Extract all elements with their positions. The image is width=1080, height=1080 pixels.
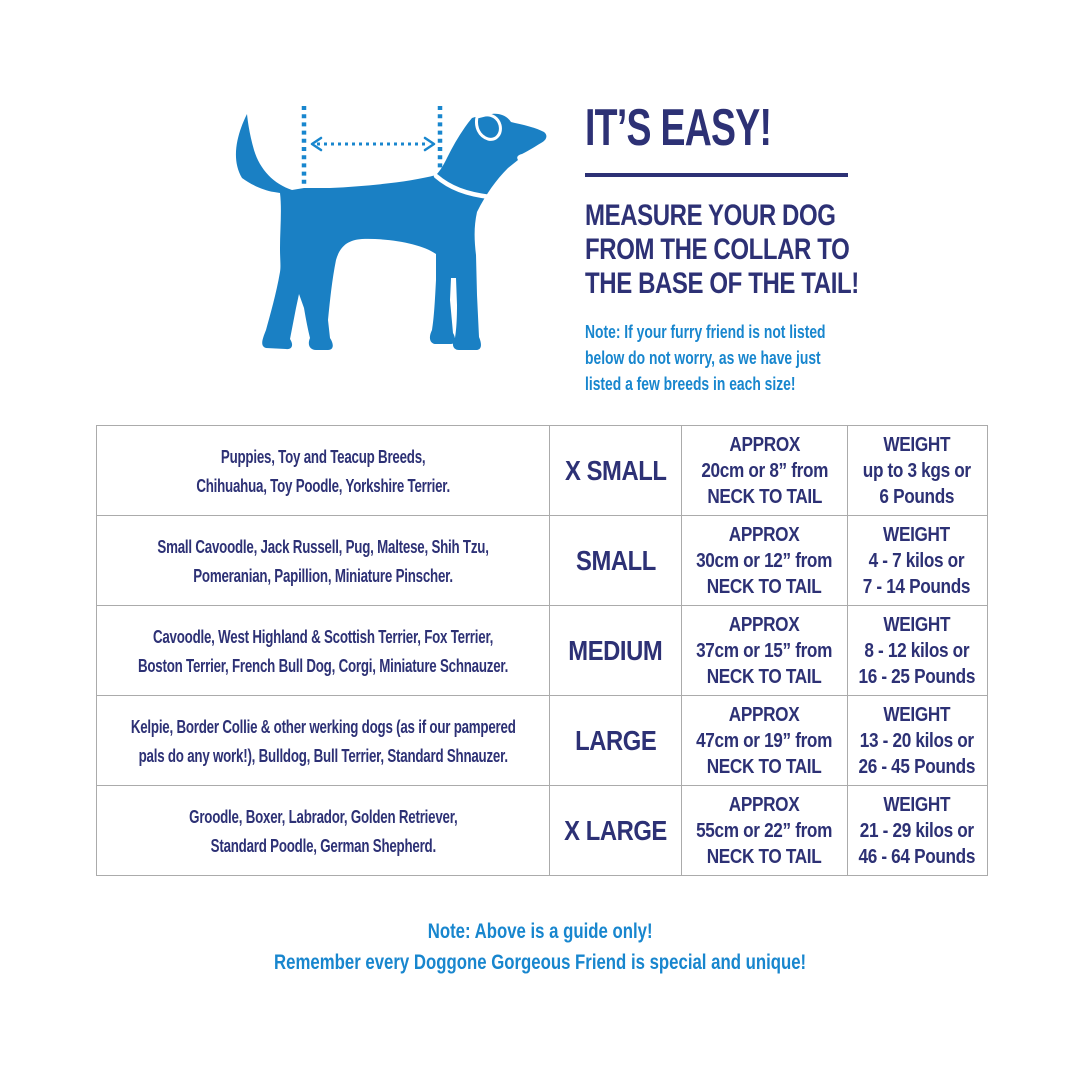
breeds-line: Puppies, Toy and Teacup Breeds, [220, 445, 426, 467]
title-underline [585, 173, 848, 177]
approx-line: 37cm or 15” from [696, 639, 833, 662]
weight-line: 8 - 12 kilos or [864, 639, 969, 662]
breeds-cell [97, 426, 549, 515]
weight-line: WEIGHT [883, 433, 950, 456]
size-label: MEDIUM [568, 634, 663, 666]
approx-line: NECK TO TAIL [707, 755, 822, 778]
measure-instruction-line: FROM THE COLLAR TO [585, 233, 850, 266]
footer-note-line: Note: Above is a guide only! [427, 919, 653, 943]
dog-silhouette-illustration [200, 80, 580, 400]
size-row-large [97, 695, 987, 785]
breeds-cell [97, 516, 549, 605]
breed-note-line: Note: If your furry friend is not listed [585, 321, 826, 342]
approx-cell [681, 516, 847, 605]
approx-line: NECK TO TAIL [707, 485, 822, 508]
approx-line: NECK TO TAIL [707, 845, 822, 868]
weight-line: WEIGHT [883, 523, 950, 546]
weight-cell [847, 426, 985, 515]
weight-line: 21 - 29 kilos or [859, 819, 974, 842]
size-cell [549, 516, 681, 605]
approx-cell [681, 426, 847, 515]
breeds-line: Pomeranian, Papillion, Miniature Pinscher. [193, 564, 453, 586]
size-label: X SMALL [564, 454, 667, 486]
measure-instruction-line: MEASURE YOUR DOG [585, 199, 836, 232]
approx-line: 47cm or 19” from [696, 729, 833, 752]
size-label: SMALL [575, 544, 656, 576]
approx-cell [681, 696, 847, 785]
size-row-medium [97, 605, 987, 695]
size-chart-table [96, 425, 988, 876]
breeds-line: Small Cavoodle, Jack Russell, Pug, Maltese, Shih Tzu, [157, 535, 489, 557]
weight-line: 26 - 45 Pounds [858, 755, 975, 778]
weight-line: up to 3 kgs or [862, 459, 971, 482]
breeds-cell [97, 696, 549, 785]
measurement-guide-icon [304, 106, 440, 184]
measure-instruction [585, 199, 945, 301]
approx-line: APPROX [729, 523, 800, 546]
weight-cell [847, 696, 985, 785]
hero-section [585, 99, 945, 397]
weight-line: WEIGHT [883, 613, 950, 636]
dog-body-shape [236, 114, 546, 350]
approx-line: APPROX [729, 433, 800, 456]
breeds-line: Boston Terrier, French Bull Dog, Corgi, Miniature Schnauzer. [137, 654, 509, 676]
size-row-xsmall [97, 426, 987, 515]
page-title: IT’S EASY! [585, 99, 772, 157]
size-cell [549, 426, 681, 515]
weight-line: 4 - 7 kilos or [868, 549, 965, 572]
approx-line: NECK TO TAIL [707, 665, 822, 688]
breeds-cell [97, 606, 549, 695]
breeds-line: Groodle, Boxer, Labrador, Golden Retriever, [188, 805, 458, 827]
weight-cell [847, 516, 985, 605]
approx-line: 55cm or 22” from [696, 819, 833, 842]
breeds-line: Kelpie, Border Collie & other werking dogs (as if our pampered [130, 715, 516, 737]
weight-line: WEIGHT [883, 703, 950, 726]
approx-line: 20cm or 8” from [701, 459, 828, 482]
breeds-line: Standard Poodle, German Shepherd. [210, 834, 436, 856]
approx-cell [681, 606, 847, 695]
measure-instruction-line: THE BASE OF THE TAIL! [585, 267, 859, 300]
approx-cell [681, 786, 847, 875]
weight-cell [847, 606, 985, 695]
breed-note-line: listed a few breeds in each size! [585, 373, 796, 394]
size-label: LARGE [574, 724, 657, 756]
size-cell [549, 606, 681, 695]
weight-line: WEIGHT [883, 793, 950, 816]
weight-line: 46 - 64 Pounds [858, 845, 975, 868]
breed-note [585, 319, 945, 397]
dog-illustration [200, 80, 580, 400]
breed-note-line: below do not worry, as we have just [585, 347, 821, 368]
weight-line: 7 - 14 Pounds [862, 575, 971, 598]
weight-line: 6 Pounds [879, 485, 954, 508]
breeds-line: Chihuahua, Toy Poodle, Yorkshire Terrier. [196, 474, 450, 496]
approx-line: NECK TO TAIL [707, 575, 822, 598]
size-row-small [97, 515, 987, 605]
footer-note [0, 916, 1080, 978]
size-label: X LARGE [564, 814, 667, 846]
approx-line: APPROX [729, 793, 800, 816]
approx-line: APPROX [729, 703, 800, 726]
size-cell [549, 696, 681, 785]
weight-cell [847, 786, 985, 875]
size-cell [549, 786, 681, 875]
breeds-line: pals do any work!), Bulldog, Bull Terrier, Standard Shnauzer. [138, 744, 508, 766]
weight-line: 13 - 20 kilos or [859, 729, 974, 752]
breeds-cell [97, 786, 549, 875]
approx-line: 30cm or 12” from [696, 549, 833, 572]
breeds-line: Cavoodle, West Highland & Scottish Terrier, Fox Terrier, [152, 625, 494, 647]
approx-line: APPROX [729, 613, 800, 636]
weight-line: 16 - 25 Pounds [858, 665, 975, 688]
footer-note-line: Remember every Doggone Gorgeous Friend is special and unique! [273, 950, 807, 974]
size-row-xlarge [97, 785, 987, 875]
